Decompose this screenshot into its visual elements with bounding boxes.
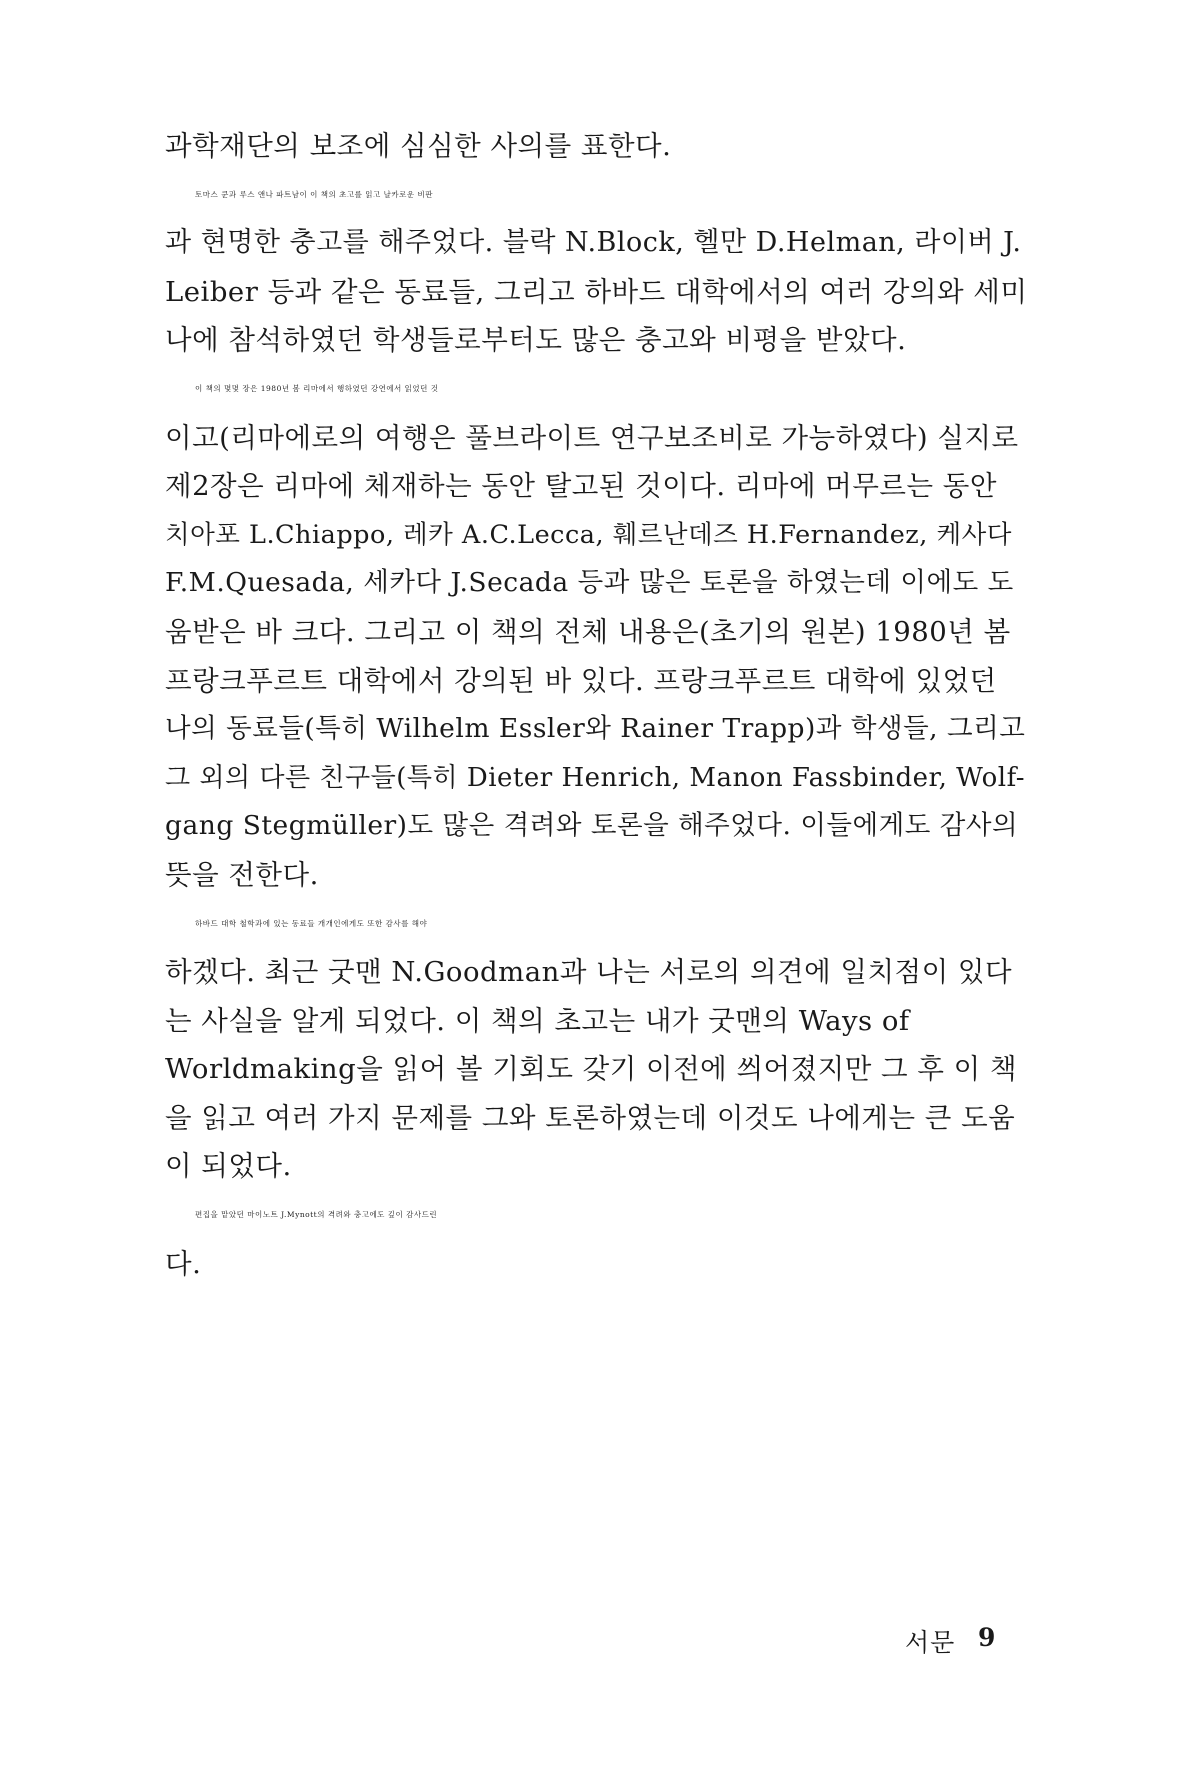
- text-line: 과학재단의 보조에 심심한 사의를 표한다.: [165, 130, 672, 162]
- text-line: 과 현명한 충고를 해주었다. 블락 N.Block, 헬만 D.Helman, 라이버 J.: [165, 227, 1022, 259]
- page-footer: [0, 1623, 1193, 1663]
- text-line: 이 책의 몇몇 장은 1980년 봄 리마에서 행하였던 강연에서 읽었던 것: [195, 383, 439, 393]
- text-line: 편집을 맡았던 마이노트 J.Mynott의 격려와 충고에도 깊이 감사드린: [195, 1210, 438, 1220]
- text-line: 하겠다. 최근 굿맨 N.Goodman과 나는 서로의 의견에 일치점이 있다: [165, 956, 1013, 989]
- text-line: gang Stegmüller)도 많은 격려와 토론을 해주었다. 이들에게도 감사의: [165, 810, 1019, 842]
- text-line: 움받은 바 크다. 그리고 이 책의 전체 내용은(초기의 원본) 1980년 봄: [165, 615, 1011, 648]
- text-line: 을 읽고 여러 가지 문제를 그와 토론하였는데 이것도 나에게는 큰 도움: [165, 1101, 1016, 1134]
- paragraph: [165, 122, 1027, 171]
- text-line: 이고(리마에로의 여행은 풀브라이트 연구보조비로 가능하였다) 실지로: [165, 421, 1019, 454]
- paragraph: [165, 900, 1027, 1192]
- text-line: 이 되었다.: [165, 1150, 292, 1183]
- text-line: 는 사실을 알게 되었다. 이 책의 초고는 내가 굿맨의 Ways of: [165, 1004, 910, 1037]
- paragraph: [165, 365, 1027, 900]
- text-line: 프랑크푸르트 대학에서 강의된 바 있다. 프랑크푸르트 대학에 있었던: [165, 664, 997, 697]
- text-line: 나에 참석하였던 학생들로부터도 많은 충고와 비평을 받았다.: [165, 324, 907, 357]
- text-line: Worldmaking을 읽어 볼 기회도 갖기 이전에 씌어졌지만 그 후 이 책: [165, 1053, 1018, 1086]
- text-line: 치아포 L.Chiappo, 레카 A.C.Lecca, 훼르난데즈 H.Fernandez, 케사다: [165, 519, 1012, 550]
- text-line: 하바드 대학 철학과에 있는 동료들 개개인에게도 또한 감사를 해야: [195, 918, 428, 928]
- body-text: [165, 122, 1027, 1288]
- text-line: 제2장은 리마에 체재하는 동안 탈고된 것이다. 리마에 머무르는 동안: [165, 470, 997, 503]
- text-line: F.M.Quesada, 세카다 J.Secada 등과 많은 토론을 하였는데 이에도 도: [165, 567, 1014, 599]
- paragraph: [165, 171, 1027, 365]
- running-head: 서문: [905, 1628, 956, 1657]
- text-line: 그 외의 다른 친구들(특히 Dieter Henrich, Manon Fassbinder, Wolf-: [165, 762, 1026, 793]
- text-line: 나의 동료들(특히 Wilhelm Essler와 Rainer Trapp)과 학생들, 그리고: [165, 713, 1026, 745]
- text-line: Leiber 등과 같은 동료들, 그리고 하바드 대학에서의 여러 강의와 세미: [165, 275, 1028, 308]
- page-number: 9: [978, 1623, 996, 1652]
- text-line: 다.: [165, 1247, 202, 1280]
- paragraph: [165, 1191, 1027, 1288]
- text-line: 뜻을 전한다.: [165, 858, 319, 891]
- text-line: 토마스 쿤과 루스 앤나 파트남이 이 책의 초고를 읽고 날카로운 비판: [195, 189, 433, 199]
